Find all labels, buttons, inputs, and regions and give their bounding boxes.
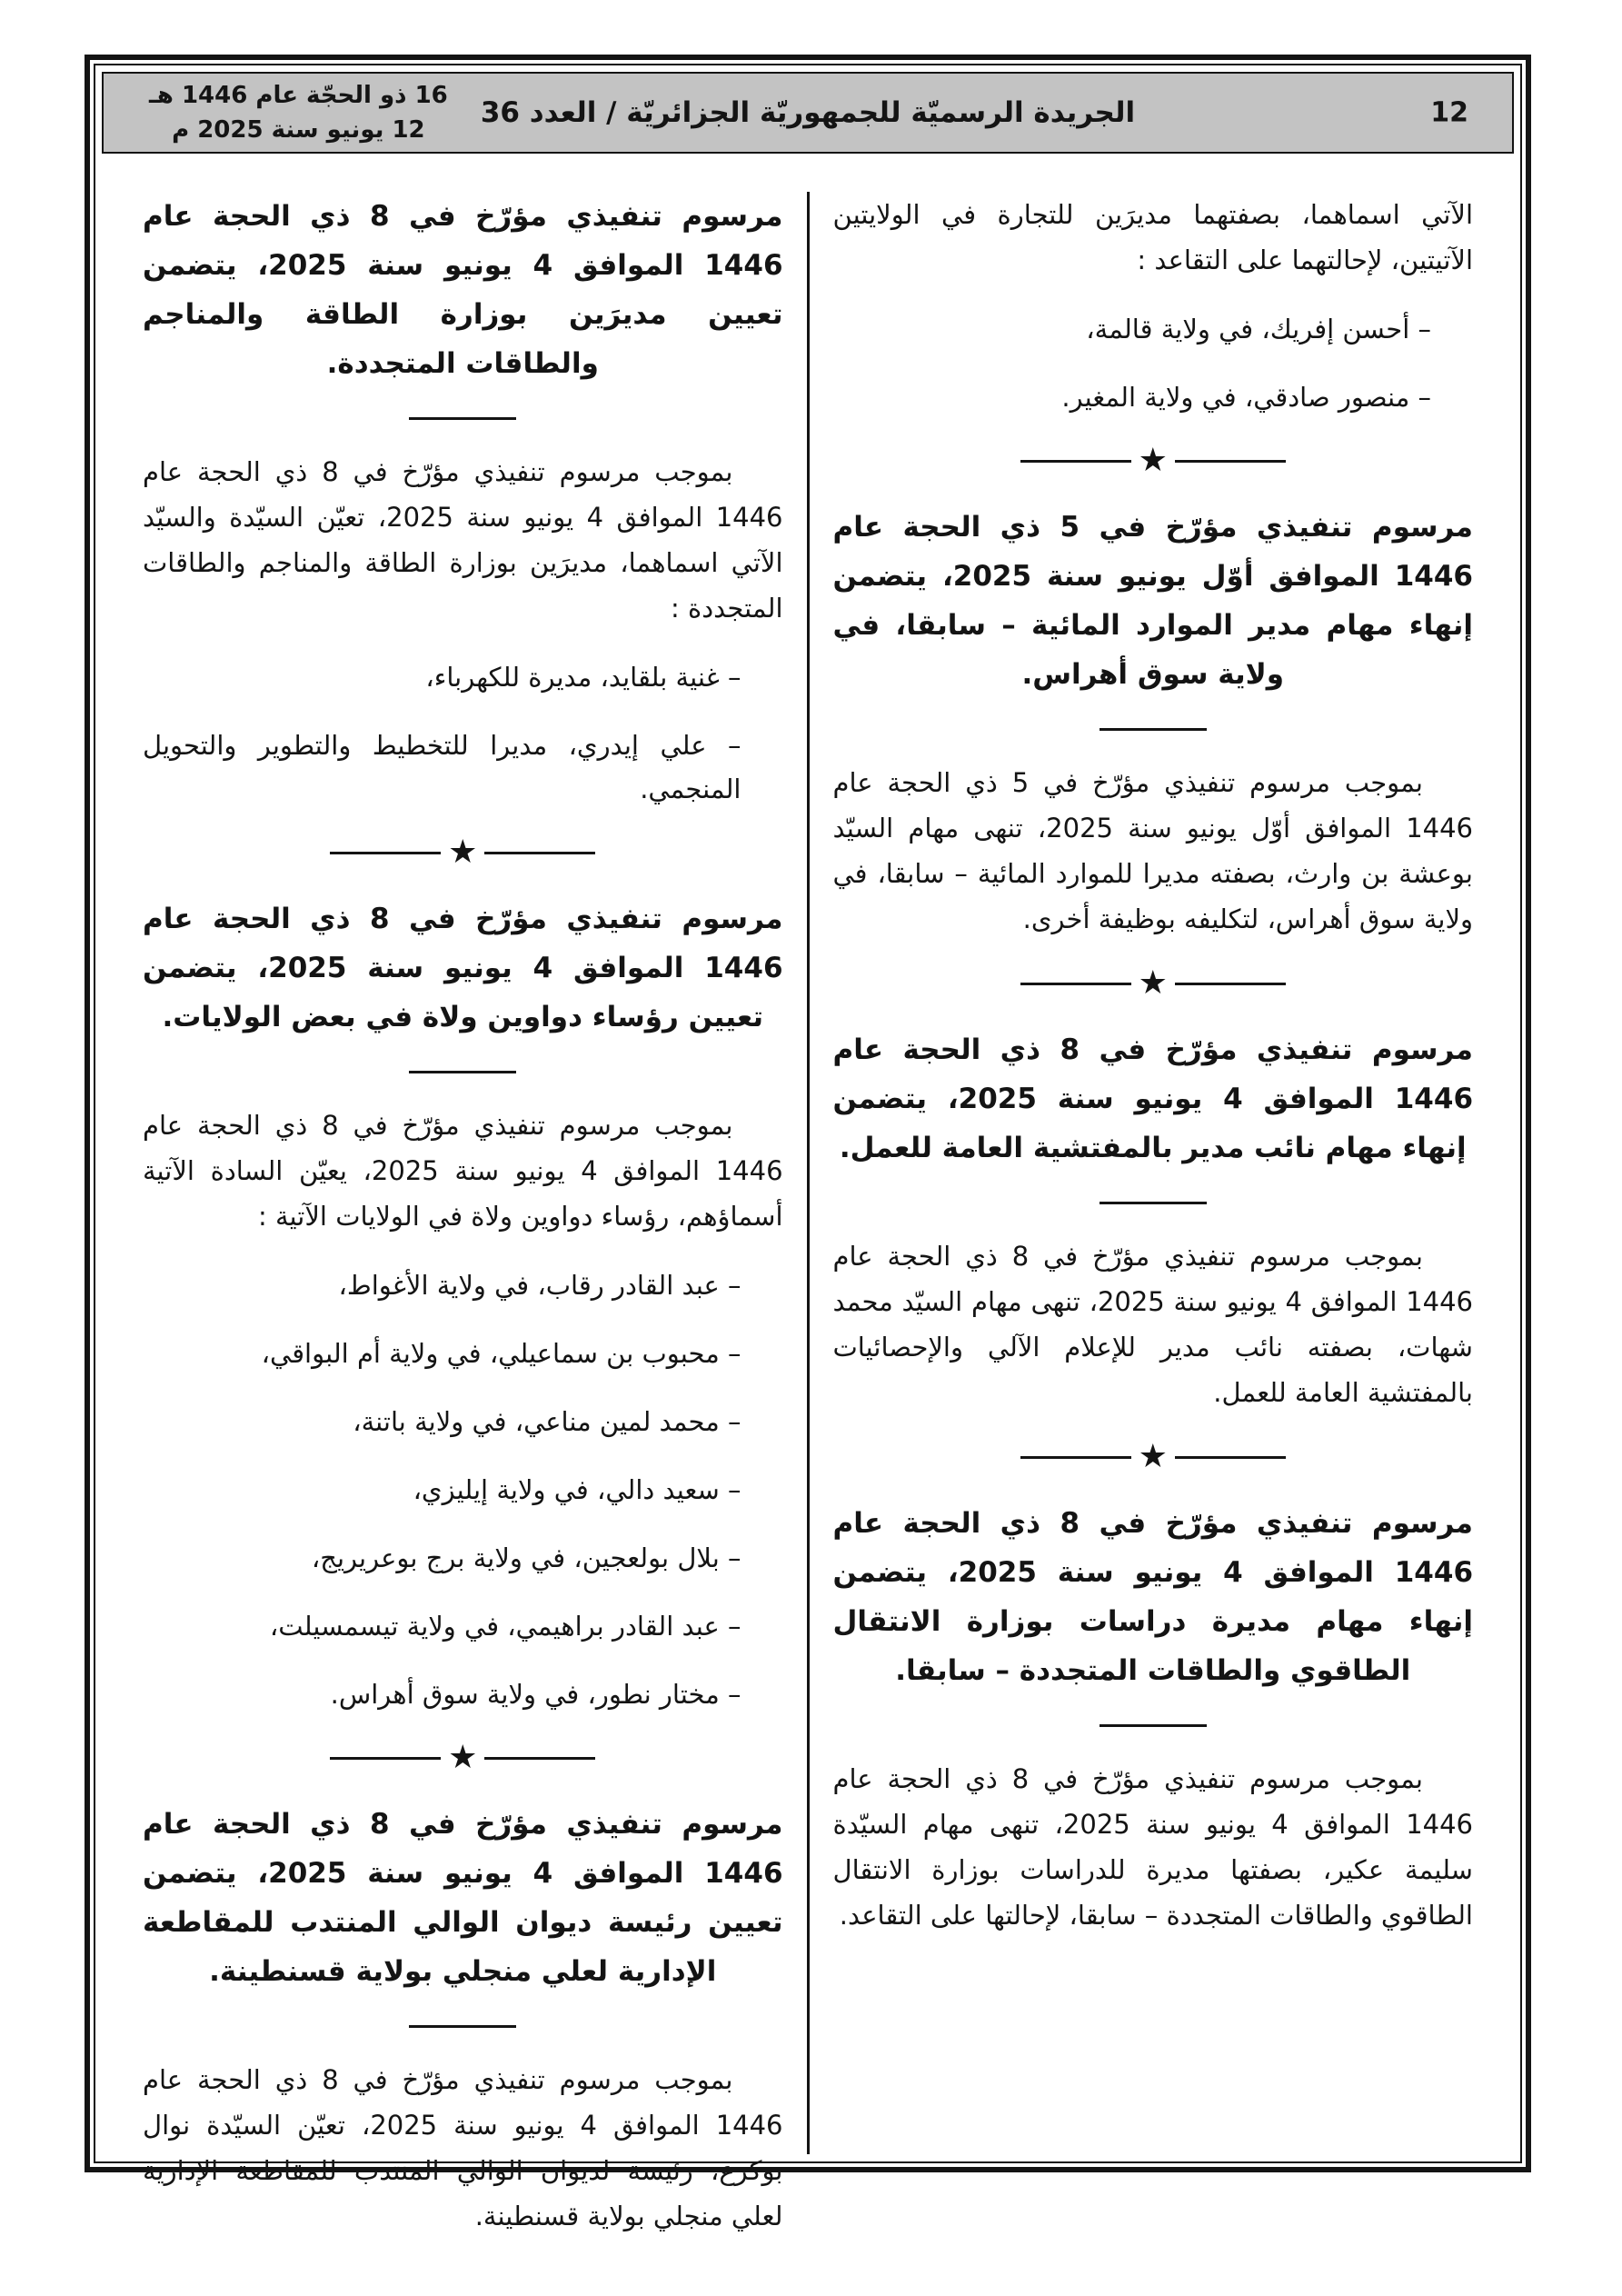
decree-heading: مرسوم تنفيذي مؤرّخ في 8 ذي الحجة عام 1446 الموافق 4 يونيو سنة 2025، يتضمن تعيين رؤساء دواوين ولاة في بعض الولايات. [143,903,783,1033]
page-number: 12 [1430,96,1468,129]
decree-heading: مرسوم تنفيذي مؤرّخ في 8 ذي الحجة عام 1446 الموافق 4 يونيو سنة 2025، يتضمن إنهاء مهام مديرة دراسات بوزارة الانتقال الطاقوي والطاقات المتجددة – سابقا. [832,1507,1474,1687]
paragraph: بموجب مرسوم تنفيذي مؤرّخ في 8 ذي الحجة عام 1446 الموافق 4 يونيو سنة 2025، تنهى مهام السيّد محمد شهات، بصفته نائب مدير للإعلام الآلي والإحصائيات بالمفتشية العامة للعمل. [832,1241,1474,1408]
list-item: – عبد القادر رقاب، في ولاية الأغواط، [338,1270,741,1301]
separator-line [1175,983,1286,985]
separator-line [484,1757,595,1760]
separator-line [330,1757,441,1760]
paragraph: بموجب مرسوم تنفيذي مؤرّخ في 8 ذي الحجة عام 1446 الموافق 4 يونيو سنة 2025، تعيّن السيّدة والسيّد الآتي اسماهما، مديرَين بوزارة الطاقة والمناجم والطاقات المتجددة : [143,456,783,624]
star-separator [143,836,783,869]
paragraph: بموجب مرسوم تنفيذي مؤرّخ في 8 ذي الحجة عام 1446 الموافق 4 يونيو سنة 2025، تعيّن السيّدة نوال بوكرع، رئيسة لديوان الوالي المنتدب للمقاطعة الإدارية لعلي منجلي بولاية قسنطينة. [143,2064,783,2231]
list-item: – محبوب بن سماعيلي، في ولاية أم البواقي، [261,1338,741,1369]
section-separator [1100,728,1207,731]
header-dates [149,78,448,147]
paragraph: بموجب مرسوم تنفيذي مؤرّخ في 8 ذي الحجة عام 1446 الموافق 4 يونيو سنة 2025، تنهى مهام السيّدة سليمة عكير، بصفتها مديرة للدراسات بوزارة الانتقال الطاقوي والطاقات المتجددة – سابقا، لإحالتها على التقاعد. [832,1763,1473,1931]
section-separator [409,417,516,420]
decree-heading: مرسوم تنفيذي مؤرّخ في 8 ذي الحجة عام 1446 الموافق 4 يونيو سنة 2025، يتضمن إنهاء مهام نائب مدير بالمفتشية العامة للعمل. [832,1033,1474,1164]
star-separator [833,1438,1474,1475]
section-separator [409,2025,516,2028]
list-item: – غنية بلقايد، مديرة للكهرباء، [425,662,741,693]
page-header [102,72,1514,154]
separator-line [1020,460,1131,463]
separator-line [330,852,441,854]
section-separator [1100,1724,1207,1727]
columns-container [119,192,1497,2231]
list-item: – علي إيدري، مديرا للتخطيط والتطوير والتحويل المنجمي. [143,730,741,804]
list-item: – منصور صادقي، في ولاية المغير. [1061,382,1431,413]
column-left [119,192,807,2231]
separator-line [484,852,595,854]
hijri-date: 16 ذو الحجّة عام 1446 هـ [149,82,448,109]
paragraph: بموجب مرسوم تنفيذي مؤرّخ في 5 ذي الحجة عام 1446 الموافق أوّل يونيو سنة 2025، تنهى مهام السيّد بوعشة بن وارث، بصفته مديرا للموارد المائية – سابقا، في ولاية سوق أهراس، لتكليفه بوظيفة أخرى. [832,767,1473,934]
star-icon: ★ [448,834,478,871]
gregorian-date: 12 يونيو سنة 2025 م [172,116,425,144]
column-right [807,192,1498,2154]
page-inner-frame [94,64,1522,2231]
list-item: – مختار نطور، في ولاية سوق أهراس. [330,1679,741,1710]
separator-line [1020,983,1131,985]
decree-heading: مرسوم تنفيذي مؤرّخ في 8 ذي الحجة عام 1446 الموافق 4 يونيو سنة 2025، يتضمن تعيين رئيسة ديوان الوالي المنتدب للمقاطعة الإدارية لعلي منجلي بولاية قسنطينة. [143,1808,783,1988]
paragraph: الآتي اسماهما، بصفتهما مديرَين للتجارة في الولايتين الآتيتين، لإحالتهما على التقاعد : [832,199,1473,275]
paragraph: بموجب مرسوم تنفيذي مؤرّخ في 8 ذي الحجة عام 1446 الموافق 4 يونيو سنة 2025، يعيّن السادة الآتية أسماؤهم، رؤساء دواوين ولاة في الولايات الآتية : [143,1110,783,1232]
decree-heading: مرسوم تنفيذي مؤرّخ في 5 ذي الحجة عام 1446 الموافق أوّل يونيو سنة 2025، يتضمن إنهاء مهام مدير الموارد المائية – سابقا، في ولاية سوق أهراس. [832,511,1473,691]
star-separator [833,444,1474,477]
separator-line [1175,1456,1286,1459]
list-item: – بلال بولعجين، في ولاية برج بوعريريج، [311,1542,741,1573]
separator-line [1175,460,1286,463]
decree-heading: مرسوم تنفيذي مؤرّخ في 8 ذي الحجة عام 1446 الموافق 4 يونيو سنة 2025، يتضمن تعيين مديرَين بوزارة الطاقة والمناجم والطاقات المتجددة. [143,200,783,380]
list-item: – أحسن إفريك، في ولاية قالمة، [1086,314,1431,344]
list-item: – محمد لمين مناعي، في ولاية باتنة، [353,1406,741,1437]
page-frame [85,55,1531,2231]
list-item: – عبد القادر براهيمي، في ولاية تيسمسيلت، [269,1611,741,1642]
separator-line [1020,1456,1131,1459]
star-icon: ★ [1138,964,1168,1002]
star-icon: ★ [448,1739,478,1776]
journal-title: الجريدة الرسميّة للجمهوريّة الجزائريّة / العدد 36 [480,96,1136,129]
list-item: – سعيد دالي، في ولاية إيليزي، [413,1474,741,1505]
star-separator [143,1739,783,1776]
star-icon: ★ [1138,1438,1168,1475]
star-icon: ★ [1138,442,1168,479]
star-separator [833,964,1474,1002]
section-separator [409,1071,516,1073]
section-separator [1100,1202,1207,1204]
